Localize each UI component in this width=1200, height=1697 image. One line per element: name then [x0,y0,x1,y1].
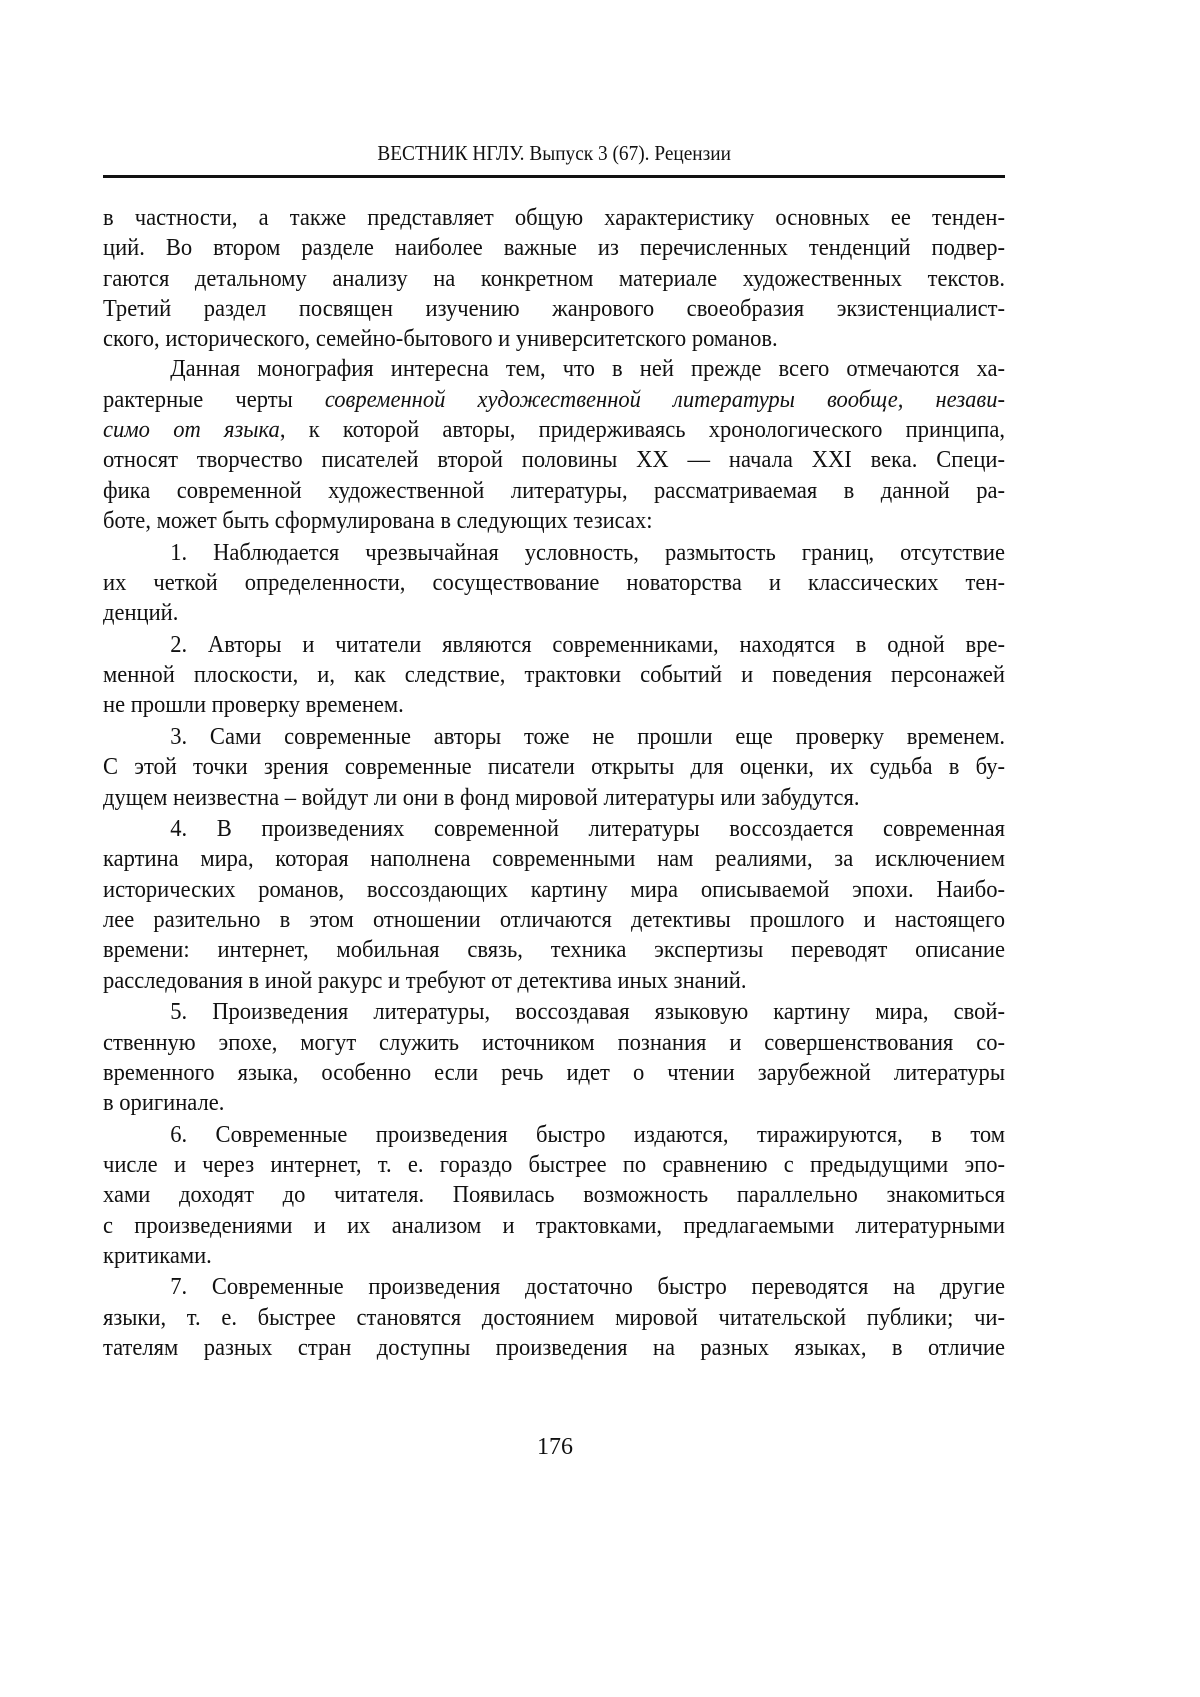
text-segment: языки, т. е. быстрее становятся достоянием мировой читательской публики; чи- [103,1304,1005,1331]
text-line [103,690,1005,720]
text-segment: С этой точки зрения современные писатели открыты для оценки, их судьба в бу- [103,753,1005,780]
text-line [103,264,1005,294]
text-segment: Третий раздел посвящен изучению жанрового своеобразия экзистенциалист- [103,295,1005,322]
text-line [103,1272,1005,1302]
text-line [103,722,1005,752]
text-segment: не прошли проверку временем. [103,691,404,718]
text-segment: хами доходят до читателя. Появилась возможность параллельно знакомиться [103,1181,1005,1208]
italic-text: современной художественной литературы вообще, незави- [325,386,1005,413]
text-segment: денций. [103,599,178,626]
text-segment: менной плоскости, и, как следствие, трактовки событий и поведения персонажей [103,661,1005,688]
text-line [103,844,1005,874]
header-rule [103,175,1005,178]
text-line [103,294,1005,324]
page-number: 176 [0,1434,1110,1461]
text-segment: 2. Авторы и читатели являются современниками, находятся в одной вре- [170,631,1005,658]
numbered-thesis-paragraph [103,538,1005,629]
text-line [103,445,1005,475]
text-segment: исторических романов, воссоздающих картину мира описываемой эпохи. Наибо- [103,876,1005,903]
text-segment: рактерные черты [103,386,325,413]
text-segment: тателям разных стран доступны произведения на разных языках, в отличие [103,1334,1005,1361]
text-segment: расследования в иной ракурс и требуют от детектива иных знаний. [103,967,747,994]
running-header [103,141,1005,166]
text-line [103,1028,1005,1058]
text-segment: с произведениями и их анализом и трактовками, предлагаемыми литературными [103,1212,1005,1239]
text-segment: дущем неизвестна – войдут ли они в фонд мировой литературы или забудутся. [103,784,860,811]
paragraph [103,203,1005,354]
text-segment: ций. Во втором разделе наиболее важные из перечисленных тенденций подвер- [103,234,1005,261]
text-line [103,233,1005,263]
text-segment: их четкой определенности, сосуществование новаторства и классических тен- [103,569,1005,596]
journal-title: ВЕСТНИК НГЛУ. Выпуск 3 (67). Рецензии [377,141,731,166]
text-line [103,1088,1005,1118]
text-line [103,997,1005,1027]
text-line [103,203,1005,233]
text-segment: Данная монография интересна тем, что в ней прежде всего отмечаются ха- [170,355,1005,382]
text-segment: в частности, а также представляет общую характеристику основных ее тенден- [103,204,1005,231]
text-line [103,660,1005,690]
text-line [103,1058,1005,1088]
text-line [103,324,1005,354]
text-line [103,1180,1005,1210]
text-segment: времени: интернет, мобильная связь, техника экспертизы переводят описание [103,936,1005,963]
text-segment: 1. Наблюдается чрезвычайная условность, размытость границ, отсутствие [170,539,1005,566]
numbered-thesis-paragraph [103,1272,1005,1363]
text-segment: 4. В произведениях современной литературы воссоздается современная [170,815,1005,842]
text-line [103,385,1005,415]
text-segment: фика современной художественной литературы, рассматриваемая в данной ра- [103,477,1005,504]
text-line [103,905,1005,935]
text-segment: 7. Современные произведения достаточно быстро переводятся на другие [170,1273,1005,1300]
numbered-thesis-paragraph [103,997,1005,1118]
text-line [103,935,1005,965]
text-segment: ственную эпохе, могут служить источником познания и совершенствования со- [103,1029,1005,1056]
text-line [103,752,1005,782]
text-line [103,630,1005,660]
text-line [103,1150,1005,1180]
text-line [103,783,1005,813]
text-segment: критиками. [103,1242,212,1269]
text-line [103,966,1005,996]
body-text [103,203,1005,1363]
numbered-thesis-paragraph [103,722,1005,813]
text-segment: боте, может быть сформулирована в следующих тезисах: [103,507,653,534]
text-segment: лее разительно в этом отношении отличаются детективы прошлого и настоящего [103,906,1005,933]
numbered-thesis-paragraph [103,814,1005,996]
text-line [103,415,1005,445]
italic-text: симо от языка [103,416,280,443]
text-segment: 5. Произведения литературы, воссоздавая языковую картину мира, свой- [170,998,1005,1025]
text-segment: картина мира, которая наполнена современными нам реалиями, за исключением [103,845,1005,872]
text-segment: ского, исторического, семейно-бытового и университетского романов. [103,325,778,352]
text-line [103,1120,1005,1150]
text-segment: временного языка, особенно если речь идет о чтении зарубежной литературы [103,1059,1005,1086]
text-line [103,1333,1005,1363]
text-segment: в оригинале. [103,1089,224,1116]
text-line [103,538,1005,568]
text-line [103,476,1005,506]
text-line [103,598,1005,628]
text-line [103,875,1005,905]
text-line [103,1211,1005,1241]
text-segment: 6. Современные произведения быстро издаются, тиражируются, в том [170,1121,1005,1148]
text-line [103,814,1005,844]
text-line [103,506,1005,536]
numbered-thesis-paragraph [103,630,1005,721]
text-line [103,568,1005,598]
numbered-thesis-paragraph [103,1120,1005,1271]
text-line [103,354,1005,384]
paragraph [103,354,1005,536]
text-segment: относят творчество писателей второй половины XX — начала XXI века. Специ- [103,446,1005,473]
text-line [103,1241,1005,1271]
text-segment: гаются детальному анализу на конкретном материале художественных текстов. [103,265,1005,292]
text-line [103,1303,1005,1333]
text-segment: , к которой авторы, придерживаясь хронологического принципа, [280,416,1005,443]
text-segment: 3. Сами современные авторы тоже не прошли еще проверку временем. [170,723,1005,750]
text-segment: числе и через интернет, т. е. гораздо быстрее по сравнению с предыдущими эпо- [103,1151,1005,1178]
